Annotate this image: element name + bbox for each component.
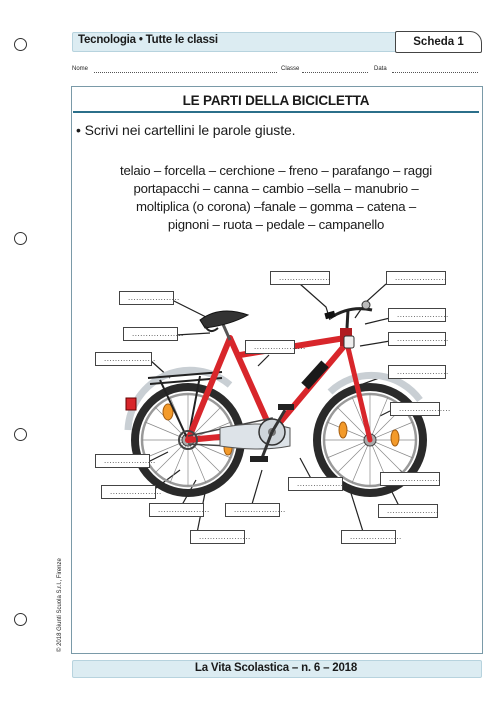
left-grip	[324, 311, 335, 319]
word-line-1: telaio – forcella – cerchione – freno – parafango – raggi	[120, 163, 432, 178]
worksheet-title: LE PARTI DELLA BICICLETTA	[182, 93, 370, 108]
label-box-wheel[interactable]: ...................	[149, 503, 204, 517]
label-box-chain[interactable]: ...................	[288, 477, 343, 491]
label-box-spokes[interactable]: ...................	[390, 402, 440, 416]
pedal	[250, 456, 268, 462]
label-box-rim[interactable]: ...................	[341, 530, 396, 544]
word-line-2: portapacchi – canna – cambio –sella – manubrio –	[133, 181, 419, 196]
scheda-tab: Scheda 1	[395, 31, 482, 53]
label-box-tire[interactable]: ...................	[378, 504, 438, 518]
front-light	[344, 336, 354, 348]
bell	[362, 301, 370, 309]
header-title: Tecnologia • Tutte le classi	[78, 34, 218, 46]
word-line-4: pignoni – ruota – pedale – campanello	[167, 217, 385, 232]
instruction-text: • Scrivi nei cartellini le parole giuste.	[76, 122, 296, 138]
handlebar	[330, 309, 372, 328]
label-box-saddle[interactable]: ...................	[119, 291, 174, 305]
word-line-3: moltiplica (o corona) –fanale – gomma – catena –	[136, 199, 416, 214]
label-box-pedal[interactable]: ...................	[190, 530, 245, 544]
leader-lines	[148, 284, 410, 538]
label-box-brake[interactable]: ...................	[380, 472, 440, 486]
label-box-rack[interactable]: ...................	[95, 352, 152, 366]
label-box-chainring[interactable]: ...................	[225, 503, 280, 517]
label-box-crossbar[interactable]: ...................	[245, 340, 295, 354]
classe-label: Classe	[281, 66, 300, 72]
footer-text: La Vita Scolastica – n. 6 – 2018	[194, 662, 358, 674]
rear-reflector	[126, 398, 136, 410]
label-box-sprocket[interactable]: ...................	[101, 485, 156, 499]
label-box-handlebar[interactable]: ...................	[386, 271, 446, 285]
label-box-seatpost[interactable]: ...................	[123, 327, 178, 341]
label-box-bell[interactable]: ...................	[388, 308, 446, 322]
copyright-text: © 2018 Giunti Scuola S.r.l., Firenze	[57, 558, 63, 652]
label-box-saddle-top[interactable]: ...................	[270, 271, 330, 285]
label-box-mudguard[interactable]: ...................	[95, 454, 150, 468]
nome-label: Nome	[72, 66, 89, 72]
label-box-frontlight[interactable]: ...................	[388, 332, 446, 346]
data-label: Data	[374, 66, 387, 72]
label-box-fork[interactable]: ...................	[388, 365, 446, 379]
